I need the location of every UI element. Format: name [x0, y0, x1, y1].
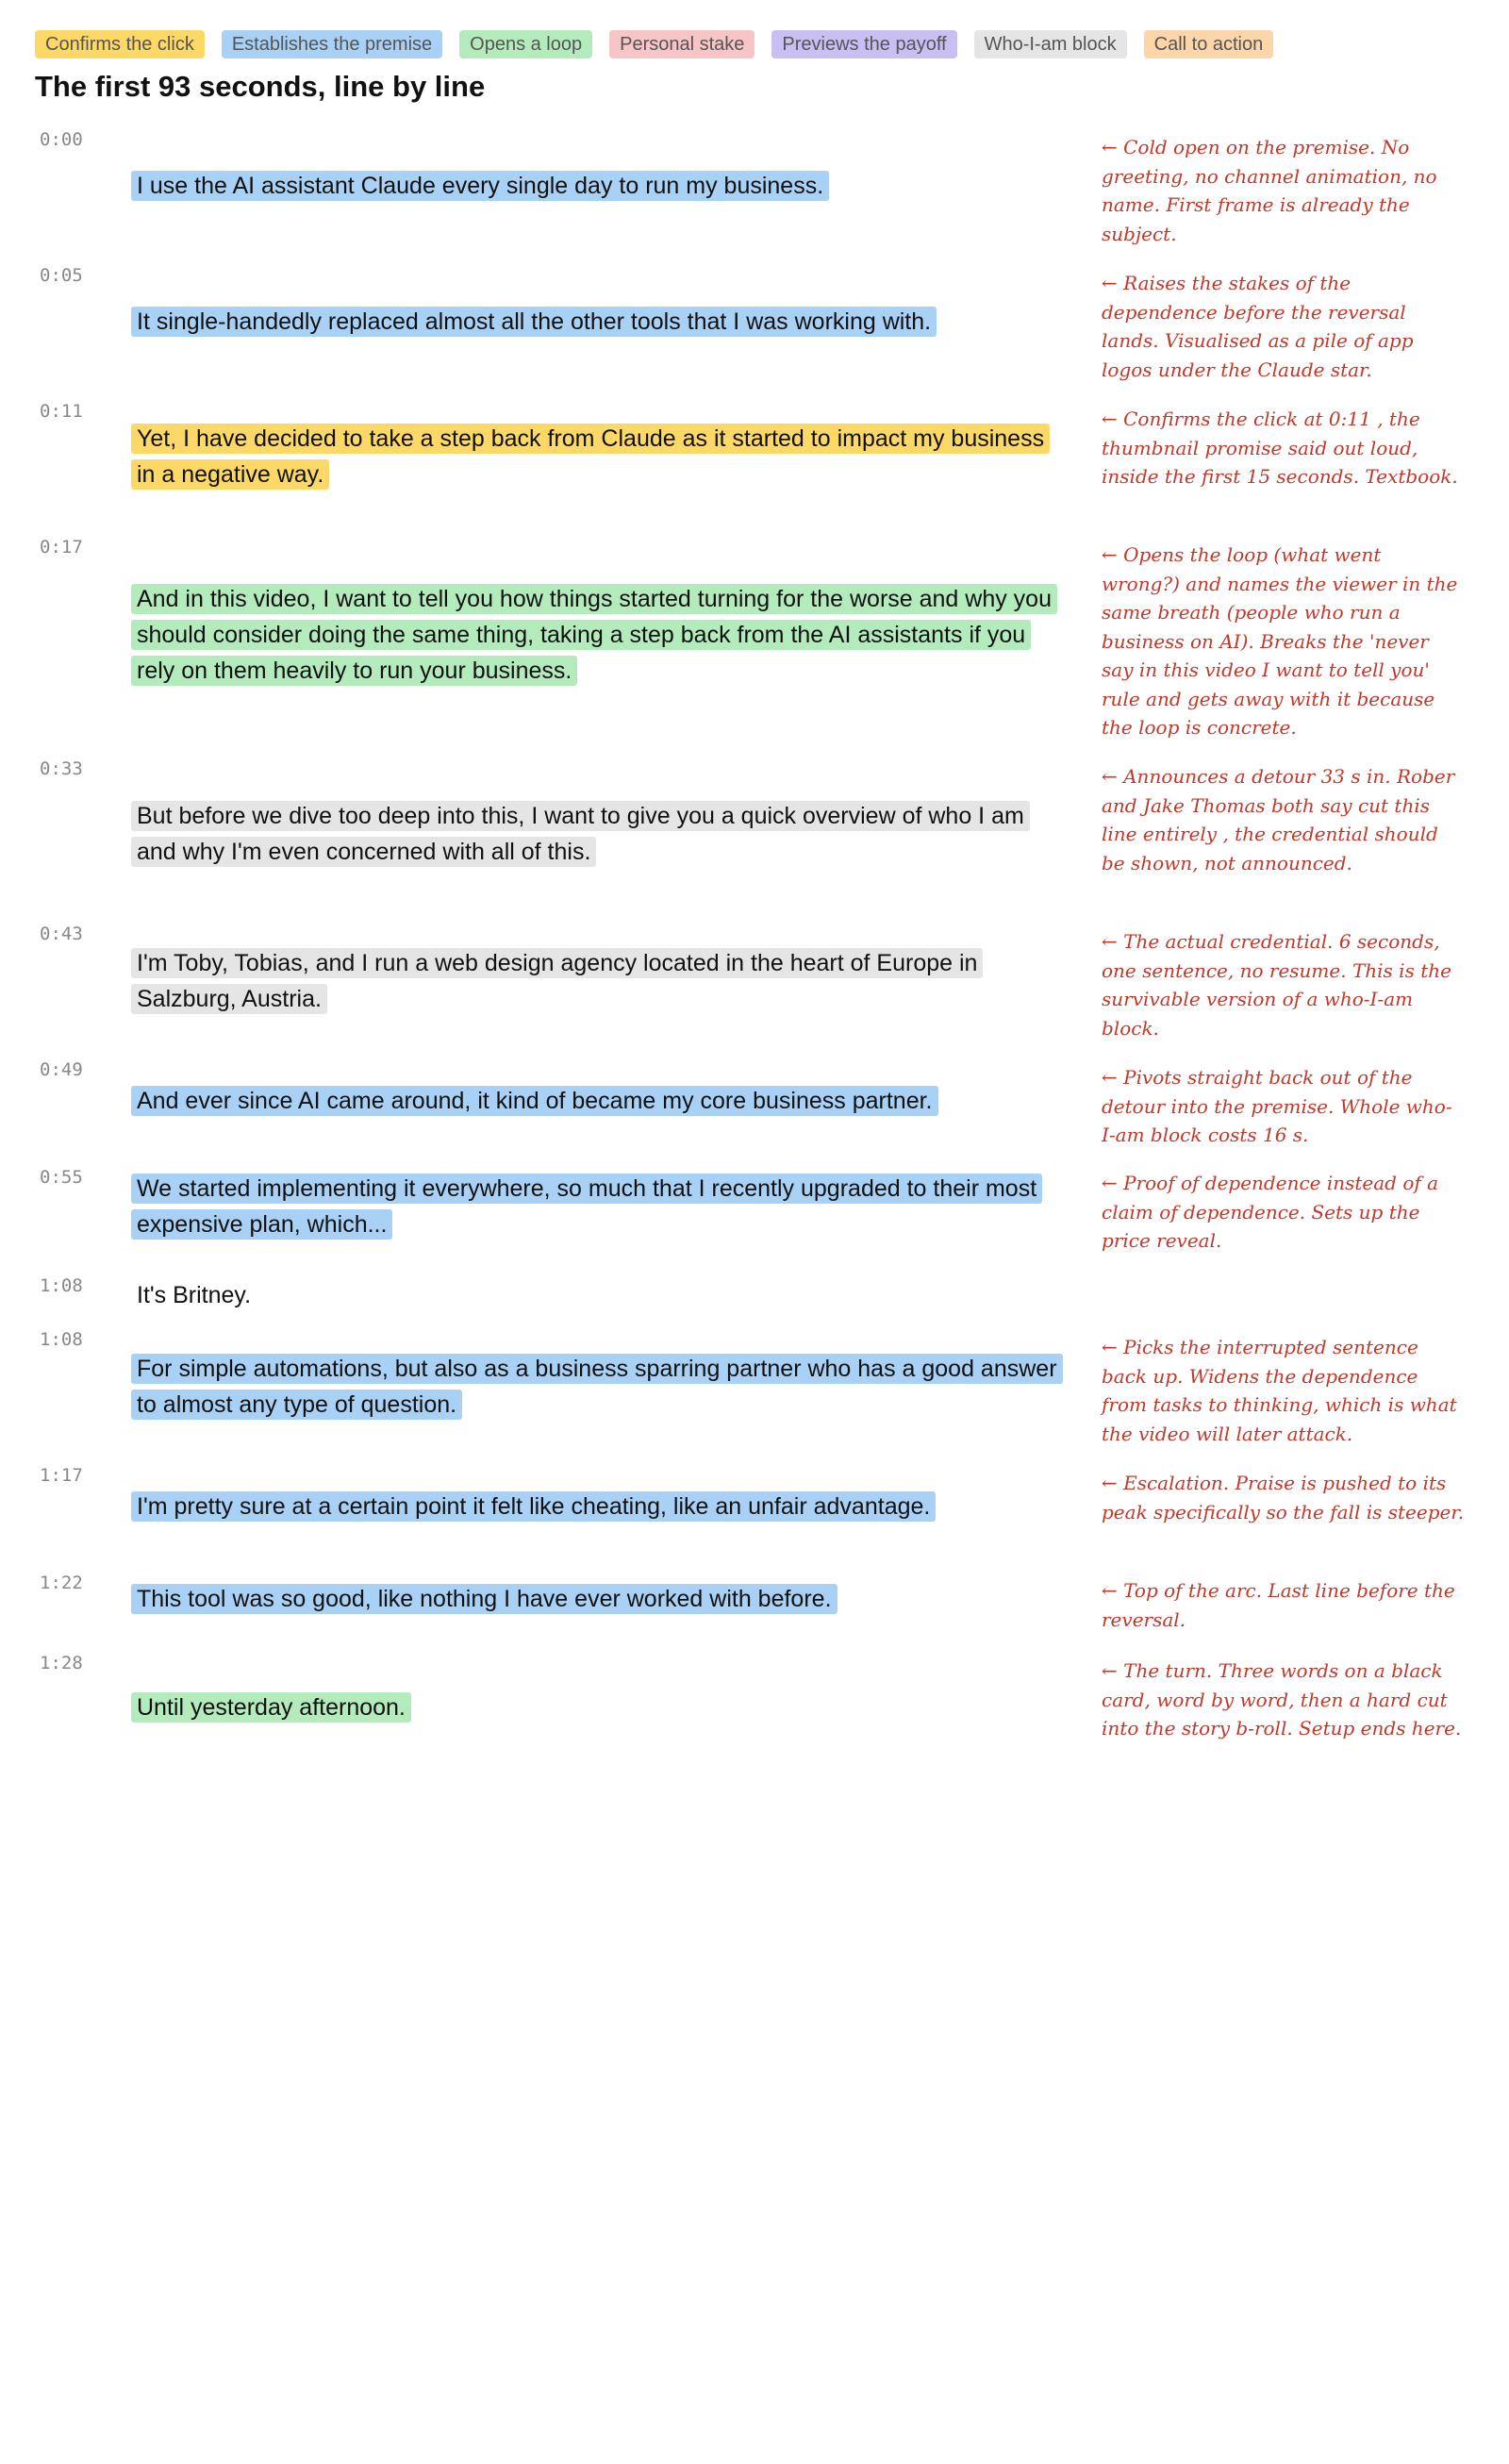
legend-chip-opens-a-loop: Opens a loop: [459, 30, 592, 58]
transcript-line: [131, 1083, 1065, 1119]
annotation-note: ← Escalation. Praise is pushed to its peak specifically so the fall is steeper.: [1102, 1472, 1465, 1523]
line-highlight: But before we dive too deep into this, I want to give you a quick overview of who I am and why I'm even concerned with all of this.: [131, 801, 1030, 867]
legend-chip-establishes-the-premise: Establishes the premise: [222, 30, 442, 58]
transcript-line: [131, 798, 1065, 870]
transcript-line: [131, 1277, 1065, 1313]
transcript-line: [131, 421, 1065, 492]
line-highlight: It's Britney.: [137, 1282, 252, 1308]
annotation-note: ← Raises the stakes of the dependence before the reversal lands. Visualised as a pile of app logos under the Claude star.: [1102, 272, 1414, 381]
line-highlight: And in this video, I want to tell you how things started turning for the worse and why you should consider doing the same thing, taking a step back from the AI assistants if you rely on them heavily to run your business.: [131, 584, 1057, 686]
annotation-note: ← Confirms the click at 0:11 , the thumbnail promise said out loud, inside the first 15 seconds. Textbook.: [1102, 408, 1458, 488]
line-highlight: It single-handedly replaced almost all the other tools that I was working with.: [131, 307, 937, 337]
timestamp: 1:08: [40, 1275, 83, 1296]
legend-chip-call-to-action: Call to action: [1144, 30, 1274, 58]
annotation-note: ← The turn. Three words on a black card, word by word, then a hard cut into the story b-roll. Setup ends here.: [1102, 1659, 1462, 1740]
line-highlight: I use the AI assistant Claude every single day to run my business.: [131, 171, 829, 201]
timestamp: 0:05: [40, 265, 83, 286]
timestamp: 0:17: [40, 537, 83, 558]
timestamp: 1:17: [40, 1465, 83, 1486]
annotation-note: ← Announces a detour 33 s in. Rober and Jake Thomas both say cut this line entirely , the credential should be shown, not announced.: [1102, 765, 1455, 874]
annotation-note: ← Top of the arc. Last line before the reversal.: [1102, 1579, 1455, 1631]
timestamp: 1:22: [40, 1573, 83, 1593]
timestamp: 0:49: [40, 1059, 83, 1080]
annotation-note: ← Pivots straight back out of the detour into the premise. Whole who-I-am block costs 16 s.: [1102, 1066, 1452, 1146]
line-highlight: And ever since AI came around, it kind of became my core business partner.: [131, 1086, 938, 1116]
transcript-line: [131, 945, 1065, 1017]
transcript-line: [131, 1171, 1065, 1242]
annotation-note: ← Opens the loop (what went wrong?) and names the viewer in the same breath (people who run a business on AI). Breaks the 'never say in this video I want to tell you' rule and gets away with it because the loop is concrete.: [1102, 543, 1458, 739]
timestamp: 1:28: [40, 1653, 83, 1673]
legend-chip-personal-stake: Personal stake: [609, 30, 754, 58]
legend-chip-confirms-the-click: Confirms the click: [35, 30, 205, 58]
transcript-line: [131, 1581, 1065, 1617]
transcript-line: [131, 1351, 1065, 1423]
annotation-note: ← Proof of dependence instead of a claim of dependence. Sets up the price reveal.: [1102, 1172, 1439, 1252]
timestamp: 0:55: [40, 1167, 83, 1188]
line-highlight: This tool was so good, like nothing I have ever worked with before.: [131, 1584, 837, 1614]
transcript-line: [131, 1690, 1065, 1725]
line-highlight: Until yesterday afternoon.: [131, 1692, 411, 1723]
annotation-note: ← Picks the interrupted sentence back up. Widens the dependence from tasks to thinking, which is what the video will later attack.: [1102, 1336, 1457, 1445]
timestamp: 1:08: [40, 1329, 83, 1350]
transcript-line: [131, 168, 1065, 204]
page-title: The first 93 seconds, line by line: [35, 70, 486, 103]
annotation-note: ← The actual credential. 6 seconds, one sentence, no resume. This is the survivable version of a who-I-am block.: [1102, 930, 1451, 1040]
legend: [35, 30, 1273, 58]
legend-chip-who-i-am-block: Who-I-am block: [974, 30, 1127, 58]
line-highlight: For simple automations, but also as a business sparring partner who has a good answer to almost any type of question.: [131, 1354, 1063, 1420]
legend-chip-previews-the-payoff: Previews the payoff: [771, 30, 956, 58]
annotation-note: ← Cold open on the premise. No greeting, no channel animation, no name. First frame is already the subject.: [1102, 136, 1437, 245]
line-highlight: I'm pretty sure at a certain point it felt like cheating, like an unfair advantage.: [131, 1491, 936, 1522]
line-highlight: Yet, I have decided to take a step back from Claude as it started to impact my business in a negative way.: [131, 424, 1050, 490]
line-highlight: I'm Toby, Tobias, and I run a web design agency located in the heart of Europe in Salzburg, Austria.: [131, 948, 983, 1014]
timestamp: 0:33: [40, 758, 83, 779]
transcript-line: [131, 581, 1065, 689]
timestamp: 0:00: [40, 129, 83, 150]
timestamp: 0:43: [40, 924, 83, 944]
transcript-line: [131, 1489, 1065, 1524]
timestamp: 0:11: [40, 401, 83, 422]
line-highlight: We started implementing it everywhere, so much that I recently upgraded to their most expensive plan, which...: [131, 1174, 1042, 1240]
transcript-line: [131, 304, 1065, 340]
